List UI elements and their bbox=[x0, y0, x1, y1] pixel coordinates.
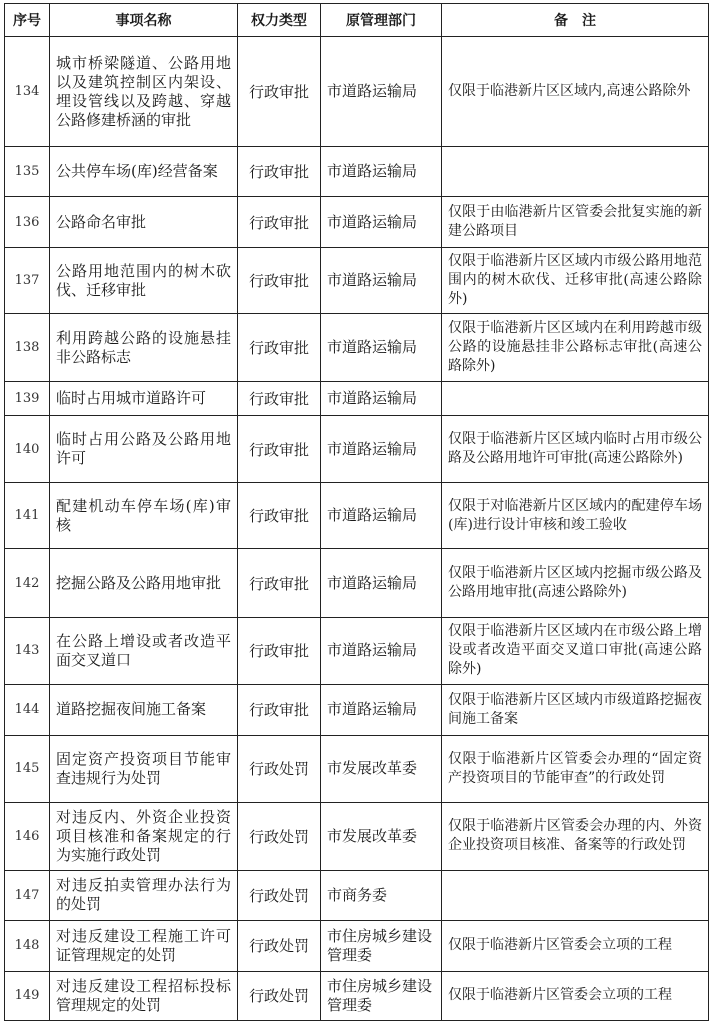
remark bbox=[442, 147, 709, 197]
header-row bbox=[5, 4, 709, 37]
remark: 仅限于临港新片区区域内在利用跨越市级公路的设施悬挂非公路标志审批(高速公路除外) bbox=[442, 314, 709, 382]
table-row bbox=[5, 870, 709, 920]
power-type: 行政审批 bbox=[238, 684, 321, 735]
row-number: 138 bbox=[5, 314, 50, 382]
power-type: 行政处罚 bbox=[238, 735, 321, 802]
row-number: 144 bbox=[5, 684, 50, 735]
department: 市道路运输局 bbox=[321, 416, 442, 483]
department: 市住房城乡建设管理委 bbox=[321, 971, 442, 1020]
power-type: 行政审批 bbox=[238, 37, 321, 147]
remark: 仅限于临港新片区区域内市级道路挖掘夜间施工备案 bbox=[442, 684, 709, 735]
department: 市道路运输局 bbox=[321, 617, 442, 684]
item-name: 挖掘公路及公路用地审批 bbox=[50, 549, 238, 617]
power-type: 行政审批 bbox=[238, 248, 321, 314]
department: 市商务委 bbox=[321, 870, 442, 920]
power-type: 行政审批 bbox=[238, 314, 321, 382]
row-number: 145 bbox=[5, 735, 50, 802]
table-row bbox=[5, 617, 709, 684]
department: 市道路运输局 bbox=[321, 314, 442, 382]
power-type: 行政处罚 bbox=[238, 802, 321, 870]
department: 市道路运输局 bbox=[321, 37, 442, 147]
row-number: 149 bbox=[5, 971, 50, 1020]
power-type: 行政审批 bbox=[238, 549, 321, 617]
department: 市道路运输局 bbox=[321, 483, 442, 549]
item-name: 临时占用城市道路许可 bbox=[50, 382, 238, 416]
header-no: 序号 bbox=[5, 4, 50, 37]
remark: 仅限于临港新片区管委会办理的内、外资企业投资项目核准、备案等的行政处罚 bbox=[442, 802, 709, 870]
header-type: 权力类型 bbox=[238, 4, 321, 37]
remark: 仅限于临港新片区管委会办理的“固定资产投资项目的节能审查”的行政处罚 bbox=[442, 735, 709, 802]
row-number: 141 bbox=[5, 483, 50, 549]
item-name: 公路用地范围内的树木砍伐、迁移审批 bbox=[50, 248, 238, 314]
remark: 仅限于对临港新片区区域内的配建停车场(库)进行设计审核和竣工验收 bbox=[442, 483, 709, 549]
department: 市道路运输局 bbox=[321, 382, 442, 416]
item-name: 对违反拍卖管理办法行为的处罚 bbox=[50, 870, 238, 920]
header-name: 事项名称 bbox=[50, 4, 238, 37]
department: 市道路运输局 bbox=[321, 684, 442, 735]
table-row bbox=[5, 37, 709, 147]
table-row bbox=[5, 920, 709, 971]
table-row bbox=[5, 802, 709, 870]
power-type: 行政审批 bbox=[238, 617, 321, 684]
department: 市发展改革委 bbox=[321, 802, 442, 870]
row-number: 139 bbox=[5, 382, 50, 416]
remark: 仅限于临港新片区管委会立项的工程 bbox=[442, 971, 709, 1020]
table-row bbox=[5, 147, 709, 197]
department: 市住房城乡建设管理委 bbox=[321, 920, 442, 971]
item-name: 对违反建设工程施工许可证管理规定的处罚 bbox=[50, 920, 238, 971]
department: 市道路运输局 bbox=[321, 549, 442, 617]
header-dept: 原管理部门 bbox=[321, 4, 442, 37]
power-type: 行政审批 bbox=[238, 382, 321, 416]
table-row bbox=[5, 735, 709, 802]
table-row bbox=[5, 382, 709, 416]
item-name: 固定资产投资项目节能审查违规行为处罚 bbox=[50, 735, 238, 802]
table-row bbox=[5, 483, 709, 549]
remark bbox=[442, 382, 709, 416]
remark: 仅限于由临港新片区管委会批复实施的新建公路项目 bbox=[442, 197, 709, 248]
power-type: 行政审批 bbox=[238, 416, 321, 483]
department: 市道路运输局 bbox=[321, 248, 442, 314]
power-type: 行政处罚 bbox=[238, 971, 321, 1020]
remark: 仅限于临港新片区区域内市级公路用地范围内的树木砍伐、迁移审批(高速公路除外) bbox=[442, 248, 709, 314]
row-number: 146 bbox=[5, 802, 50, 870]
table-row bbox=[5, 197, 709, 248]
power-type: 行政审批 bbox=[238, 483, 321, 549]
item-name: 公路命名审批 bbox=[50, 197, 238, 248]
item-name: 道路挖掘夜间施工备案 bbox=[50, 684, 238, 735]
remark: 仅限于临港新片区区域内挖掘市级公路及公路用地审批(高速公路除外) bbox=[442, 549, 709, 617]
row-number: 136 bbox=[5, 197, 50, 248]
item-name: 临时占用公路及公路用地许可 bbox=[50, 416, 238, 483]
power-type: 行政处罚 bbox=[238, 870, 321, 920]
row-number: 142 bbox=[5, 549, 50, 617]
header-note: 备 注 bbox=[442, 4, 709, 37]
item-name: 在公路上增设或者改造平面交叉道口 bbox=[50, 617, 238, 684]
table-row bbox=[5, 549, 709, 617]
remark: 仅限于临港新片区区域内,高速公路除外 bbox=[442, 37, 709, 147]
table-row bbox=[5, 248, 709, 314]
power-type: 行政处罚 bbox=[238, 920, 321, 971]
item-name: 配建机动车停车场(库)审核 bbox=[50, 483, 238, 549]
remark: 仅限于临港新片区管委会立项的工程 bbox=[442, 920, 709, 971]
row-number: 148 bbox=[5, 920, 50, 971]
department: 市道路运输局 bbox=[321, 197, 442, 248]
department: 市发展改革委 bbox=[321, 735, 442, 802]
row-number: 137 bbox=[5, 248, 50, 314]
item-name: 对违反内、外资企业投资项目核准和备案规定的行为实施行政处罚 bbox=[50, 802, 238, 870]
row-number: 134 bbox=[5, 37, 50, 147]
row-number: 143 bbox=[5, 617, 50, 684]
table-row bbox=[5, 416, 709, 483]
row-number: 147 bbox=[5, 870, 50, 920]
row-number: 140 bbox=[5, 416, 50, 483]
item-name: 利用跨越公路的设施悬挂非公路标志 bbox=[50, 314, 238, 382]
item-name: 对违反建设工程招标投标管理规定的处罚 bbox=[50, 971, 238, 1020]
item-table bbox=[4, 3, 709, 1021]
table-row bbox=[5, 684, 709, 735]
table-row bbox=[5, 314, 709, 382]
remark: 仅限于临港新片区区域内在市级公路上增设或者改造平面交叉道口审批(高速公路除外) bbox=[442, 617, 709, 684]
row-number: 135 bbox=[5, 147, 50, 197]
item-name: 城市桥梁隧道、公路用地以及建筑控制区内架设、埋设管线以及跨越、穿越公路修建桥涵的审批 bbox=[50, 37, 238, 147]
department: 市道路运输局 bbox=[321, 147, 442, 197]
item-name: 公共停车场(库)经营备案 bbox=[50, 147, 238, 197]
remark bbox=[442, 870, 709, 920]
power-type: 行政审批 bbox=[238, 197, 321, 248]
power-type: 行政审批 bbox=[238, 147, 321, 197]
remark: 仅限于临港新片区区域内临时占用市级公路及公路用地许可审批(高速公路除外) bbox=[442, 416, 709, 483]
table-row bbox=[5, 971, 709, 1020]
